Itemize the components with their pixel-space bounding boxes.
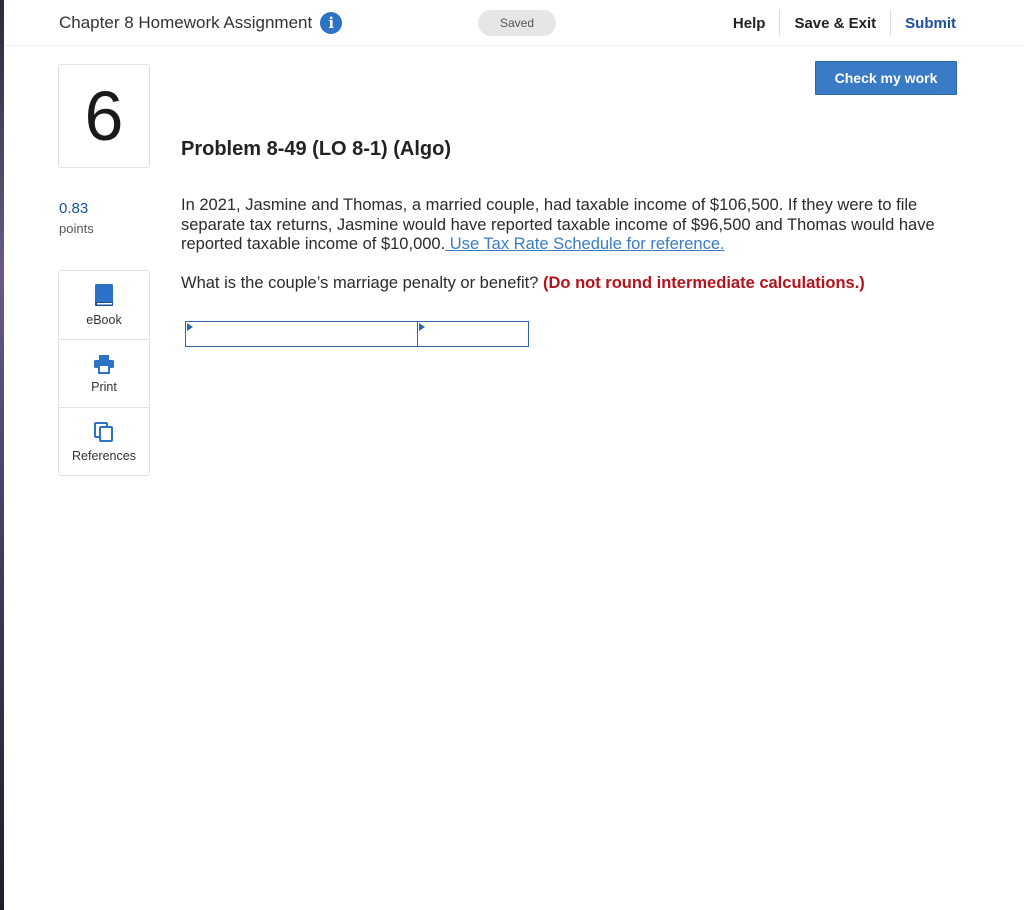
rounding-instruction: (Do not round intermediate calculations.) xyxy=(543,274,865,292)
problem-title: Problem 8-49 (LO 8-1) (Algo) xyxy=(181,138,452,160)
print-label: Print xyxy=(91,379,117,394)
print-tool[interactable] xyxy=(59,339,149,407)
dropdown-marker-icon xyxy=(187,323,193,331)
assignment-title-text: Chapter 8 Homework Assignment xyxy=(59,13,313,32)
ebook-tool[interactable] xyxy=(59,271,149,339)
saved-status-badge: Saved xyxy=(478,10,556,36)
tools-panel xyxy=(58,270,150,476)
input-marker-icon xyxy=(419,323,425,331)
header-nav xyxy=(719,0,956,46)
problem-statement xyxy=(181,196,971,255)
copy-icon xyxy=(93,421,115,443)
answer-row xyxy=(185,321,529,347)
assignment-title xyxy=(59,12,342,34)
answer-amount-input[interactable] xyxy=(418,321,529,347)
save-exit-link[interactable]: Save & Exit xyxy=(779,10,890,36)
tax-rate-schedule-link[interactable]: Use Tax Rate Schedule for reference. xyxy=(445,235,725,253)
answer-dropdown[interactable] xyxy=(185,321,418,347)
submit-link[interactable]: Submit xyxy=(890,10,956,36)
points-label: points xyxy=(59,221,94,236)
printer-icon xyxy=(93,354,115,374)
references-label: References xyxy=(72,448,136,463)
points-value: 0.83 xyxy=(59,200,89,217)
problem-body: In 2021, Jasmine and Thomas, a married couple, had taxable income of $106,500. If they were to file separate tax returns, Jasmine would have reported taxable income of $96,500 and Thomas would have reported taxable income of $10,000. xyxy=(181,196,935,253)
window-edge xyxy=(0,0,4,910)
references-tool[interactable] xyxy=(59,407,149,475)
question-prompt xyxy=(181,274,865,293)
book-icon xyxy=(94,283,114,307)
check-my-work-button[interactable]: Check my work xyxy=(815,61,957,95)
help-link[interactable]: Help xyxy=(732,14,766,32)
top-bar xyxy=(4,0,1024,46)
question-text: What is the couple’s marriage penalty or benefit? xyxy=(181,274,539,292)
ebook-label: eBook xyxy=(86,313,122,327)
info-icon[interactable]: i xyxy=(320,12,342,34)
question-number: 6 xyxy=(58,64,150,168)
